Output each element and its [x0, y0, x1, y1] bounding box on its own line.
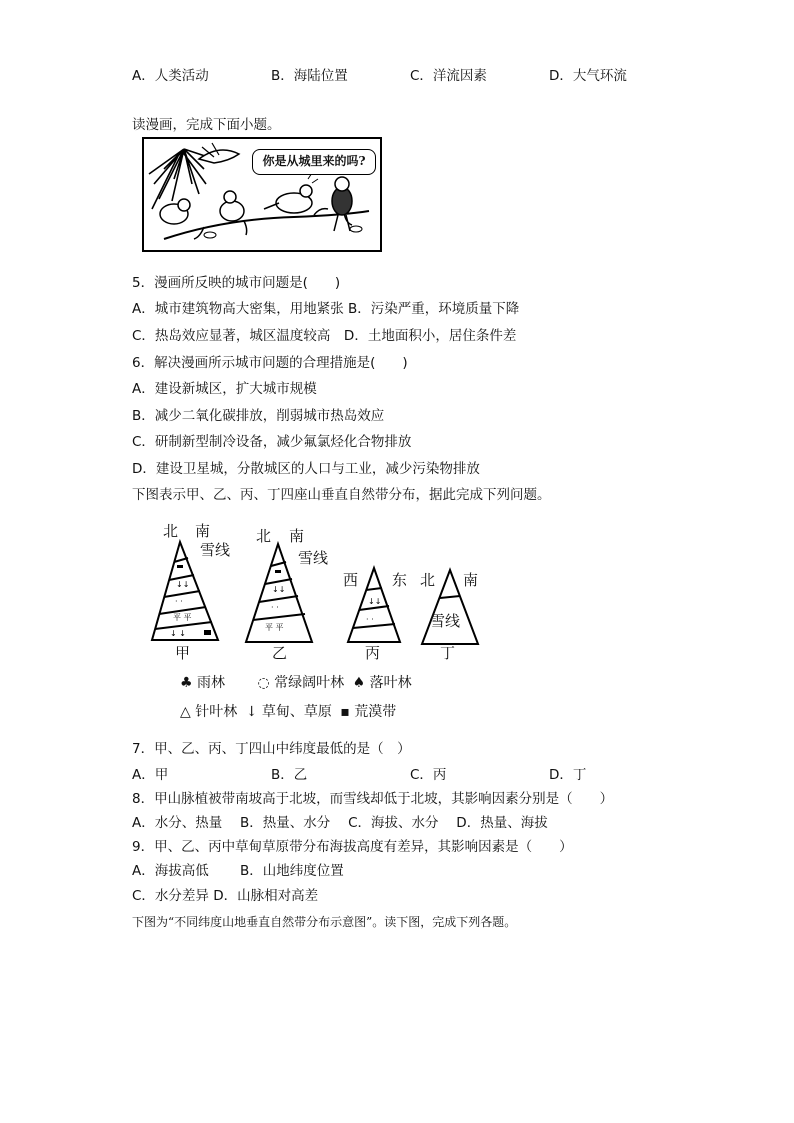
- ding-north-label: 北: [420, 571, 436, 589]
- question-5-options-ab: A．城市建筑物高大密集，用地紧张 B．污染严重，环境质量下降: [132, 301, 520, 317]
- mountain-zones-diagram: [140, 520, 500, 660]
- mountain-intro: 下图表示甲、乙、丙、丁四座山垂直自然带分布，据此完成下列问题。: [132, 487, 551, 503]
- question-7-option-c: C．丙: [410, 767, 447, 783]
- bing-name-label: 丙: [365, 644, 381, 662]
- question-6-option-a: A．建设新城区，扩大城市规模: [132, 381, 317, 397]
- yi-snowline-label: 雪线: [298, 549, 329, 567]
- legend-row-2: [180, 703, 396, 721]
- yi-name-label: 乙: [272, 644, 288, 662]
- comic-illustration: [142, 137, 382, 252]
- desert-icon: ▪: [340, 704, 350, 720]
- comic-intro: 读漫画，完成下面小题。: [132, 117, 281, 133]
- question-6-option-b: B．减少二氧化碳排放，削弱城市热岛效应: [132, 408, 385, 424]
- question-8-stem: 8．甲山脉植被带南坡高于北坡，而雪线却低于北坡，其影响因素分别是（ ）: [132, 791, 614, 807]
- legend-meadow: 草甸、草原: [261, 704, 332, 720]
- jia-snowline-label: 雪线: [200, 541, 231, 559]
- question-6-option-d: D．建设卫星城，分散城区的人口与工业，减少污染物排放: [132, 461, 480, 477]
- svg-text:↓↓: ↓↓: [176, 580, 190, 589]
- question-7-option-a: A．甲: [132, 767, 169, 783]
- coniferous-icon: △: [180, 704, 191, 720]
- question-9-options-cd: C．水分差异 D．山脉相对高差: [132, 888, 319, 904]
- legend-rainforest: 雨林: [197, 675, 226, 691]
- ding-snowline-label: 雪线: [430, 612, 461, 630]
- legend-desert: 荒漠带: [354, 704, 397, 720]
- svg-text:↓ ↓: ↓ ↓: [170, 629, 186, 638]
- svg-text:· ·: · ·: [271, 603, 279, 612]
- jia-south-label: 南: [195, 522, 211, 540]
- question-9-options-ab: A．海拔高低 B．山地纬度位置: [132, 863, 344, 879]
- jia-north-label: 北: [163, 522, 179, 540]
- question-6-option-c: C．研制新型制冷设备，减少氟氯烃化合物排放: [132, 434, 412, 450]
- speech-bubble: 你是从城里来的吗?: [252, 149, 376, 175]
- legend-row-1: [180, 674, 412, 692]
- svg-text:· ·: · ·: [175, 597, 183, 606]
- deciduous-icon: ♠: [352, 675, 366, 691]
- ding-south-label: 南: [463, 571, 479, 589]
- option-b: B．海陆位置: [271, 68, 348, 84]
- option-a: A．人类活动: [132, 68, 209, 84]
- ding-name-label: 丁: [440, 644, 456, 662]
- option-d: D．大气环流: [549, 68, 627, 84]
- question-7-option-b: B．乙: [271, 767, 308, 783]
- meadow-icon: ↓: [245, 704, 258, 720]
- svg-text:平 平: 平 平: [265, 623, 284, 632]
- question-9-stem: 9．甲、乙、丙中草甸草原带分布海拔高度有差异，其影响因素是（ ）: [132, 839, 573, 855]
- final-intro: 下图为“不同纬度山地垂直自然带分布示意图”。读下图，完成下列各题。: [132, 915, 517, 929]
- svg-text:↓↓: ↓↓: [368, 597, 382, 606]
- legend-evergreen: 常绿阔叶林: [274, 675, 345, 691]
- jia-name-label: 甲: [175, 644, 191, 662]
- svg-text:↓↓: ↓↓: [272, 585, 286, 594]
- yi-south-label: 南: [289, 527, 305, 545]
- rainforest-icon: ♣: [180, 675, 193, 691]
- legend-coniferous: 针叶林: [195, 704, 238, 720]
- question-5-options-cd: C．热岛效应显著，城区温度较高 D．土地面积小，居住条件差: [132, 328, 517, 344]
- svg-text:平 平: 平 平: [173, 613, 192, 622]
- bing-west-label: 西: [343, 571, 359, 589]
- question-5-stem: 5．漫画所反映的城市问题是( ): [132, 275, 341, 291]
- legend-deciduous: 落叶林: [369, 675, 412, 691]
- evergreen-icon: ◌: [257, 675, 270, 691]
- question-6-stem: 6．解决漫画所示城市问题的合理措施是( ): [132, 355, 408, 371]
- yi-north-label: 北: [256, 527, 272, 545]
- option-c: C．洋流因素: [410, 68, 487, 84]
- question-8-options: A．水分、热量 B．热量、水分 C．海拔、水分 D．热量、海拔: [132, 815, 548, 831]
- question-7-stem: 7．甲、乙、丙、丁四山中纬度最低的是（ ）: [132, 741, 411, 757]
- svg-text:· ·: · ·: [366, 615, 374, 624]
- bing-east-label: 东: [392, 571, 408, 589]
- question-7-option-d: D．丁: [549, 767, 587, 783]
